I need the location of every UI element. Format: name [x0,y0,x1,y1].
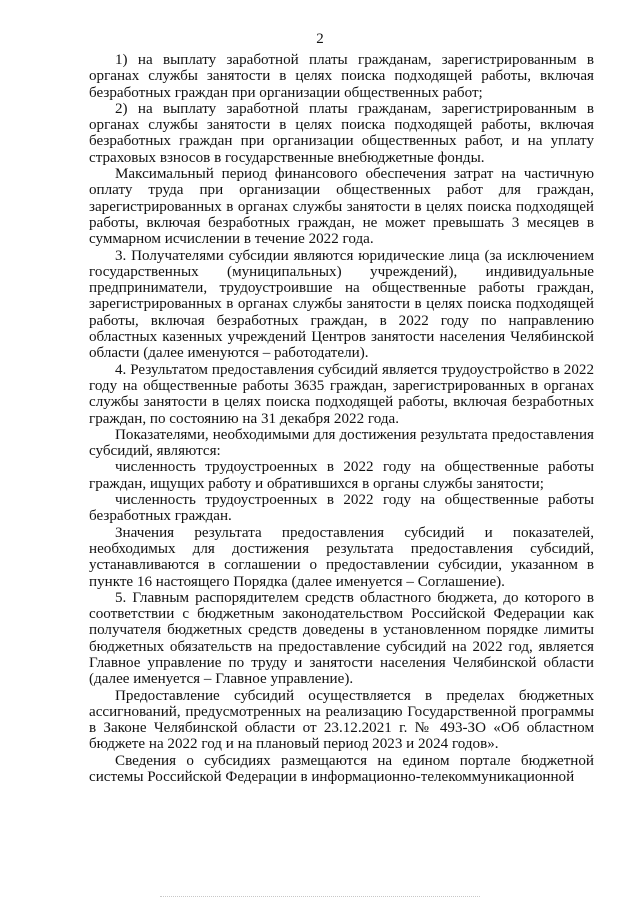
paragraph-2: 2) на выплату заработной платы гражданам, зарегистрированным в органах службы занятости в целях поиска подходящей работы, включая безработных граждан при организации общественных работ, и на уплату страховых взносов в государственные внебюджетные фонды. [89,100,594,166]
paragraph-6: Показателями, необходимыми для достижения результата предоставления субсидий, являются: [89,426,594,460]
body-text [89,52,594,785]
paragraph-11: Предоставление субсидий осуществляется в пределах бюджетных ассигнований, предусмотренных на реализацию Государственной программы в Законе Челябинской области от 23.12.2021 г. № 493-ЗО «Об областном бюджете на 2022 год и на плановый период 2023 и 2024 годов». [89,687,594,753]
paragraph-3: Максимальный период финансового обеспечения затрат на частичную оплату труда при организации общественных работ для граждан, зарегистрированных в органах службы занятости в целях поиска подходящей работы, включая безработных граждан, не может превышать 3 месяцев в суммарном исчислении в течение 2022 года. [89,166,594,248]
bottom-scan-mark [160,896,480,898]
paragraph-1: 1) на выплату заработной платы гражданам, зарегистрированным в органах службы занятости в целях поиска подходящей работы, включая безработных граждан при организации общественных работ; [89,52,594,101]
paragraph-9: Значения результата предоставления субсидий и показателей, необходимых для достижения результата предоставления субсидий, устанавливаются в соглашении о предоставлении субсидии, указанном в пункте 16 настоящего Порядка (далее именуется – Соглашение). [89,524,594,590]
paragraph-12: Сведения о субсидиях размещаются на едином портале бюджетной системы Российской Федерации в информационно-телекоммуникационной [89,752,594,786]
paragraph-4: 3. Получателями субсидии являются юридические лица (за исключением государственных (муниципальных) учреждений), индивидуальные предприниматели, трудоустроившие на общественные работы граждан, зарегистрированных в органах службы занятости в целях поиска подходящей работы, включая безработных граждан, в 2022 году по направлению областных казенных учреждений Центров занятости населения Челябинской области (далее именуются – работодатели). [89,247,594,362]
page-number: 2 [316,31,324,47]
paragraph-8: численность трудоустроенных в 2022 году на общественные работы безработных граждан. [89,492,594,525]
paragraph-10: 5. Главным распорядителем средств областного бюджета, до которого в соответствии с бюджетным законодательством Российской Федерации как получателя бюджетных средств доведены в установленном порядке лимиты бюджетных обязательств на предоставление субсидий на 2022 год, является Главное управление по труду и занятости населения Челябинской области (далее именуется – Главное управление). [89,589,594,688]
paragraph-5: 4. Результатом предоставления субсидий является трудоустройство в 2022 году на общественные работы 3635 граждан, зарегистрированных в органах службы занятости в целях поиска подходящей работы, включая безработных граждан, по состоянию на 31 декабря 2022 года. [89,361,594,427]
paragraph-7: численность трудоустроенных в 2022 году на общественные работы граждан, ищущих работу и обратившихся в органы службы занятости; [89,459,594,492]
